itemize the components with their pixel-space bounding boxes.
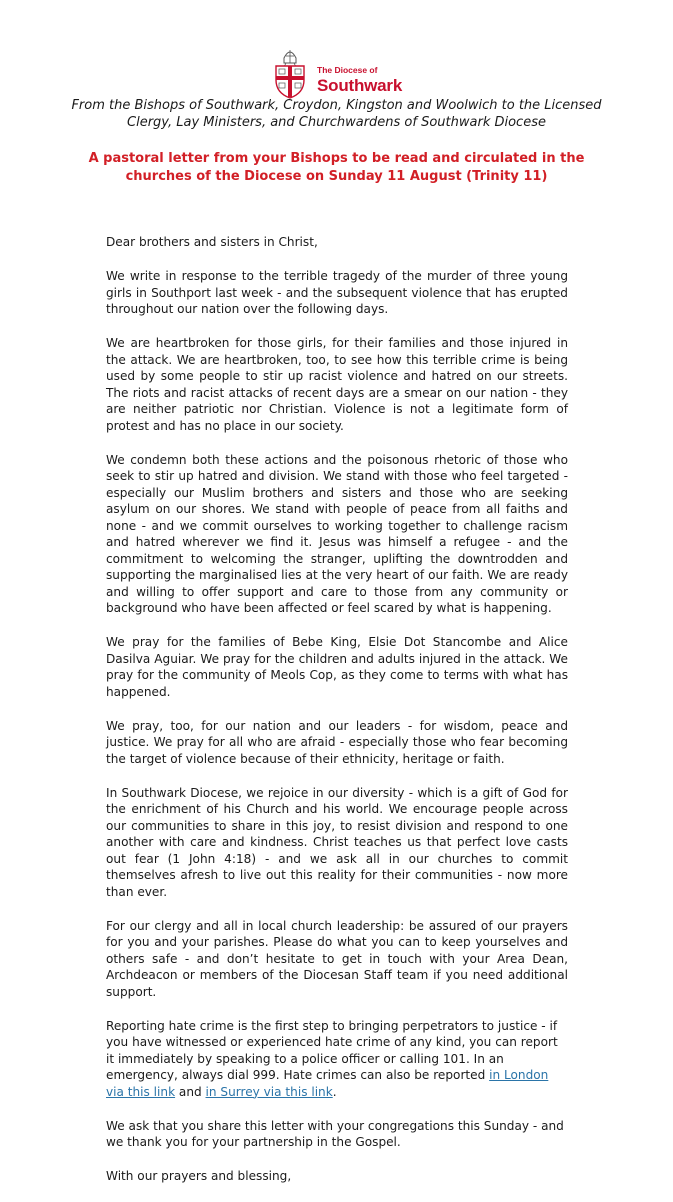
paragraph-6: In Southwark Diocese, we rejoice in our diversity - which is a gift of God for the enrichment of his Church and his world. We encourage people across our communities to share in this joy, to resist division and respond to one another with care and kindness. Christ teaches us that perfect love casts out fear (1 John 4:18) - and we ask all in our churches to commit themselves afresh to live out this reality for their communities - now more than ever. bbox=[106, 785, 568, 899]
diocese-logo bbox=[271, 44, 411, 100]
paragraph-7: For our clergy and all in local church leadership: be assured of our prayers for you and your parishes. Please do what you can to keep yourselves and others safe - and don’t hesitate to get in touch with your Area Dean, Archdeacon or members of the Diocesan Staff team if you need additional support. bbox=[106, 918, 568, 999]
paragraph-8-text: Reporting hate crime is the first step to bringing perpetrators to justice - if you have witnessed or experienced hate crime of any kind, you can report it immediately by speaking to a police officer or calling 101. In an emergency, always dial 999. Hate crimes can also be reported bbox=[106, 1018, 558, 1082]
surrey-report-link[interactable]: in Surrey via this link bbox=[205, 1084, 333, 1099]
mitre-shield-crest-icon bbox=[271, 44, 309, 100]
letter-body bbox=[106, 234, 568, 1202]
letter-subtitle: From the Bishops of Southwark, Croydon, Kingston and Woolwich to the Licensed Clergy, Lay Ministers, and Churchwardens of Southwark Diocese bbox=[71, 98, 602, 130]
salutation: Dear brothers and sisters in Christ, bbox=[106, 235, 318, 249]
paragraph-9: We ask that you share this letter with your congregations this Sunday - and we thank you for your partnership in the Gospel. bbox=[106, 1118, 564, 1149]
paragraph-3: We condemn both these actions and the poisonous rhetoric of those who seek to stir up hatred and division. We stand with those who feel targeted - especially our Muslim brothers and sisters and those who are seeking asylum on our shores. We stand with people of peace from all faiths and none - and we commit ourselves to working together to challenge racism and hatred wherever we find it. Jesus was himself a refugee - and the commitment to welcoming the stranger, uplifting the downtrodden and supporting the marginalised lies at the very heart of our faith. We are ready and willing to offer support and care to those from any community or background who have been affected or feel scared by what is happening. bbox=[106, 452, 568, 615]
paragraph-5: We pray, too, for our nation and our leaders - for wisdom, peace and justice. We pray for all who are afraid - especially those who fear becoming the target of violence because of their ethnicity, heritage or faith. bbox=[106, 718, 568, 766]
logo-wordmark bbox=[317, 66, 402, 94]
paragraph-8-end: . bbox=[332, 1084, 337, 1099]
paragraph-1: We write in response to the terrible tragedy of the murder of three young girls in Southport last week - and the subsequent violence that has erupted throughout our nation over the following days. bbox=[106, 269, 568, 316]
paragraph-8-and: and bbox=[175, 1084, 206, 1099]
letter-headline: A pastoral letter from your Bishops to be read and circulated in the churches of the Diocese on Sunday 11 August (Trinity 11) bbox=[88, 151, 585, 184]
paragraph-4: We pray for the families of Bebe King, Elsie Dot Stancombe and Alice Dasilva Aguiar. We pray for the children and adults injured in the attack. We pray for the community of Meols Cop, as they come to terms with what has happened. bbox=[106, 635, 568, 699]
logo-big-text: Southwark bbox=[317, 75, 403, 95]
logo-small-text: The Diocese of bbox=[317, 65, 378, 75]
london-report-link[interactable]: in London via this link bbox=[106, 1068, 549, 1099]
closing: With our prayers and blessing, bbox=[106, 1169, 292, 1183]
paragraph-2: We are heartbroken for those girls, for their families and those injured in the attack. We are heartbroken, too, to see how this terrible crime is being used by some people to stir up racist violence and hatred on our streets. The riots and racist attacks of recent days are a smear on our nation - they are neither patriotic nor Christian. Violence is not a legitimate form of protest and has no place in our society. bbox=[106, 336, 568, 433]
paragraph-8 bbox=[106, 1018, 568, 1101]
